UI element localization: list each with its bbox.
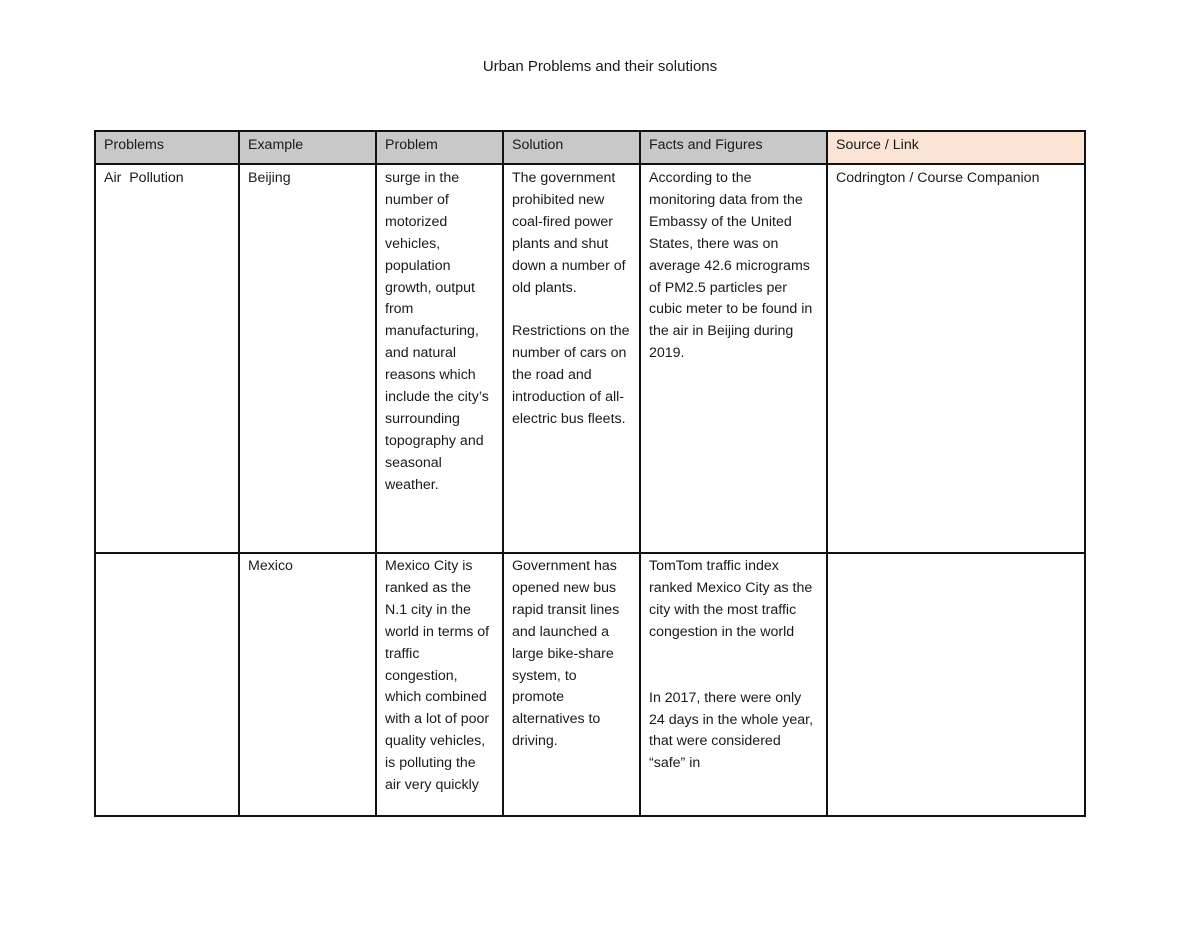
cell-facts: [640, 164, 827, 553]
facts-paragraph: According to the monitoring data from the Embassy of the United States, there was on average 42.6 micrograms of PM2.5 particles per cubic meter to be found in the air in Beijing during 2019.: [649, 170, 813, 362]
facts-paragraph: TomTom traffic index ranked Mexico City as the city with the most traffic congestion in the world: [649, 558, 813, 640]
table-header-row: [95, 131, 1085, 164]
header-example: Example: [239, 131, 376, 164]
cell-facts: [640, 553, 827, 816]
solution-paragraph: Government has opened new bus rapid transit lines and launched a large bike-share system, to promote alternatives to driving.: [512, 558, 620, 750]
solution-paragraph: The government prohibited new coal-fired power plants and shut down a number of old plants.: [512, 170, 626, 296]
page-title: Urban Problems and their solutions: [482, 58, 718, 75]
cell-problem: surge in the number of motorized vehicles, population growth, output from manufacturing, and natural reasons which include the city’s surrounding topography and seasonal weather.: [376, 164, 503, 553]
cell-source: [827, 553, 1085, 816]
cell-solution: [503, 553, 640, 816]
header-solution: Solution: [503, 131, 640, 164]
header-facts-and-figures: Facts and Figures: [640, 131, 827, 164]
cell-problem: Mexico City is ranked as the N.1 city in the world in terms of traffic congestion, which combined with a lot of poor quality vehicles, is polluting the air very quickly: [376, 553, 503, 816]
cell-problems: [95, 553, 239, 816]
table-row: [95, 553, 1085, 816]
cell-problems: [95, 164, 239, 553]
cell-solution: [503, 164, 640, 553]
header-problem: Problem: [376, 131, 503, 164]
cell-example: Mexico: [239, 553, 376, 816]
problem-category: Air Pollution: [104, 170, 184, 186]
table-row: [95, 164, 1085, 553]
header-problems: Problems: [95, 131, 239, 164]
header-source-link: Source / Link: [827, 131, 1085, 164]
cell-source: Codrington / Course Companion: [827, 164, 1085, 553]
cell-example: Beijing: [239, 164, 376, 553]
urban-problems-table: [94, 130, 1086, 817]
solution-paragraph: Restrictions on the number of cars on the road and introduction of all-electric bus fleets.: [512, 323, 630, 428]
facts-paragraph: In 2017, there were only 24 days in the whole year, that were considered “safe” in: [649, 689, 814, 772]
